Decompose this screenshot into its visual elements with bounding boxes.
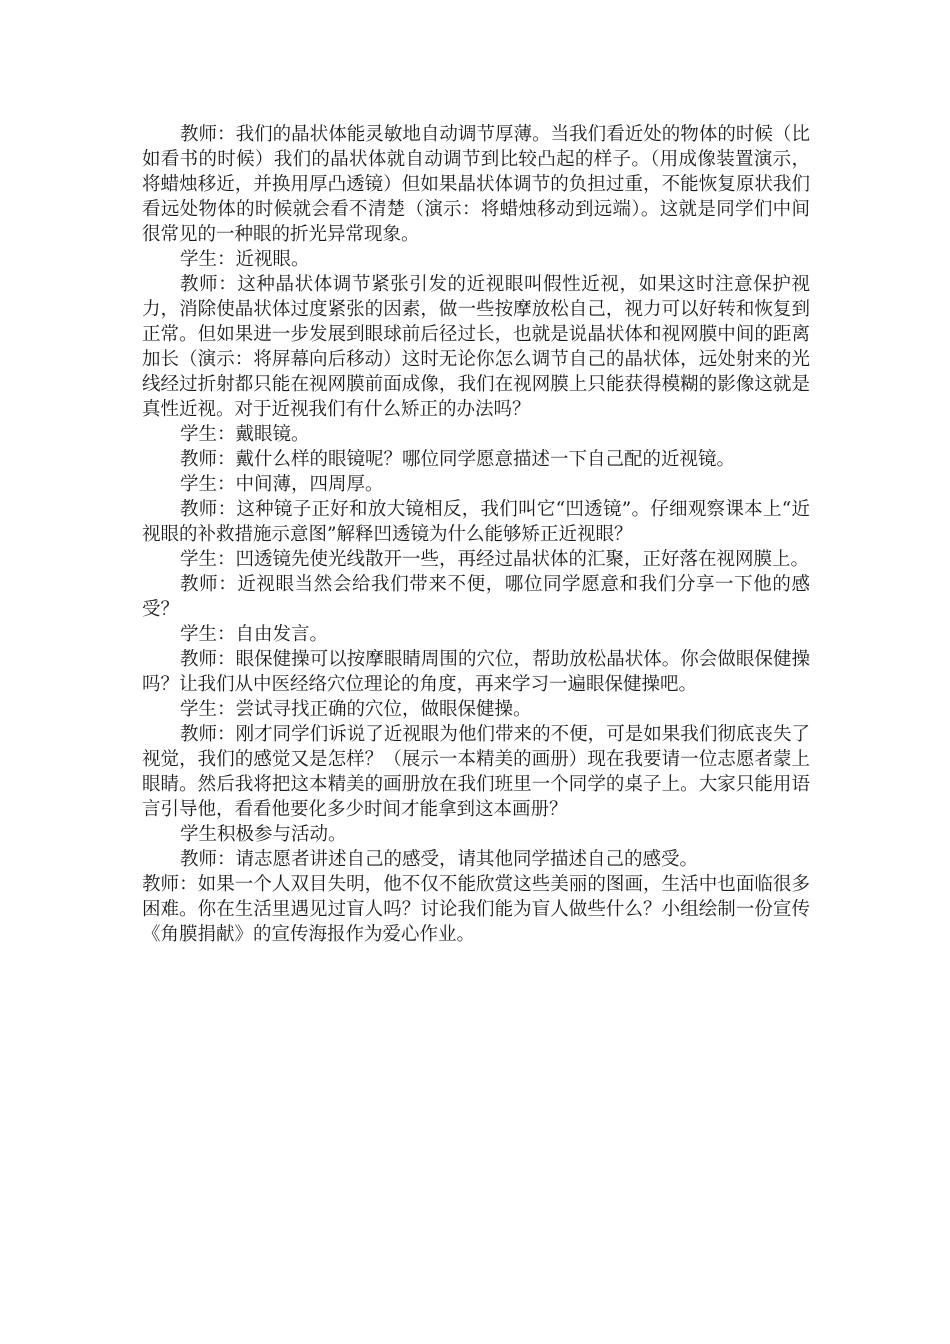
paragraph-teacher-eye-exercise: 教师：眼保健操可以按摩眼睛周围的穴位，帮助放松晶状体。你会做眼保健操吗？让我们从中医经络穴位理论的角度，再来学习一遍眼保健操吧。	[142, 649, 810, 695]
paragraph-teacher-what-glasses: 教师：戴什么样的眼镜呢？哪位同学愿意描述一下自己配的近视镜。	[180, 449, 736, 470]
paragraph-student-eye-exercise: 学生：尝试寻找正确的穴位，做眼保健操。	[180, 699, 532, 720]
paragraph-teacher-homework: 教师：如果一个人双目失明，他不仅不能欣赏这些美丽的图画，生活中也面临很多困难。你在生活里遇见过盲人吗？讨论我们能为盲人做些什么？小组绘制一份宣传《角膜捐献》的宣传海报作为爱心作业。	[142, 874, 810, 945]
paragraph-teacher-lens-adjustment: 教师：我们的晶状体能灵敏地自动调节厚薄。当我们看近处的物体的时候（比如看书的时候）我们的晶状体就自动调节到比较凸起的样子。（用成像装置演示，将蜡烛移近，并换用厚凸透镜）但如果晶状体调节的负担过重，不能恢复原状我们看远处物体的时候就会看不清楚（演示：将蜡烛移动到远端）。这就是同学们中间很常见的一种眼的折光异常现象。	[142, 124, 810, 245]
paragraph-student-glasses: 学生：戴眼镜。	[180, 424, 310, 445]
paragraph-teacher-pseudo-myopia: 教师：这种晶状体调节紧张引发的近视眼叫假性近视，如果这时注意保护视力，消除使晶状体过度紧张的因素，做一些按摩放松自己，视力可以好转和恢复到正常。但如果进一步发展到眼球前后径过长，也就是说晶状体和视网膜中间的距离加长（演示：将屏幕向后移动）这时无论你怎么调节自己的晶状体，远处射来的光线经过折射都只能在视网膜前面成像，我们在视网膜上只能获得模糊的影像这就是真性近视。对于近视我们有什么矫正的办法吗？	[142, 274, 810, 420]
paragraph-student-concave-explain: 学生：凹透镜先使光线散开一些，再经过晶状体的汇聚，正好落在视网膜上。	[180, 549, 810, 570]
paragraph-student-participate: 学生积极参与活动。	[180, 824, 347, 845]
paragraph-student-myopia: 学生：近视眼。	[180, 249, 310, 270]
paragraph-teacher-share-feelings: 教师：近视眼当然会给我们带来不便，哪位同学愿意和我们分享一下他的感受？	[142, 574, 810, 620]
paragraph-teacher-concave-lens: 教师：这种镜子正好和放大镜相反，我们叫它“凹透镜”。仔细观察课本上“近视眼的补救措施示意图”解释凹透镜为什么能够矫正近视眼？	[142, 499, 810, 545]
paragraph-teacher-blindfold-activity: 教师：刚才同学们诉说了近视眼为他们带来的不便，可是如果我们彻底丧失了视觉，我们的感觉又是怎样？（展示一本精美的画册）现在我要请一位志愿者蒙上眼睛。然后我将把这本精美的画册放在我们班里一个同学的桌子上。大家只能用语言引导他，看看他要化多少时间才能拿到这本画册？	[142, 724, 810, 820]
paragraph-student-free-speech: 学生：自由发言。	[180, 624, 329, 645]
paragraph-student-lens-shape: 学生：中间薄，四周厚。	[180, 474, 384, 495]
paragraph-teacher-volunteer-feelings: 教师：请志愿者讲述自己的感受，请其他同学描述自己的感受。	[180, 849, 699, 870]
document-page	[142, 122, 810, 947]
